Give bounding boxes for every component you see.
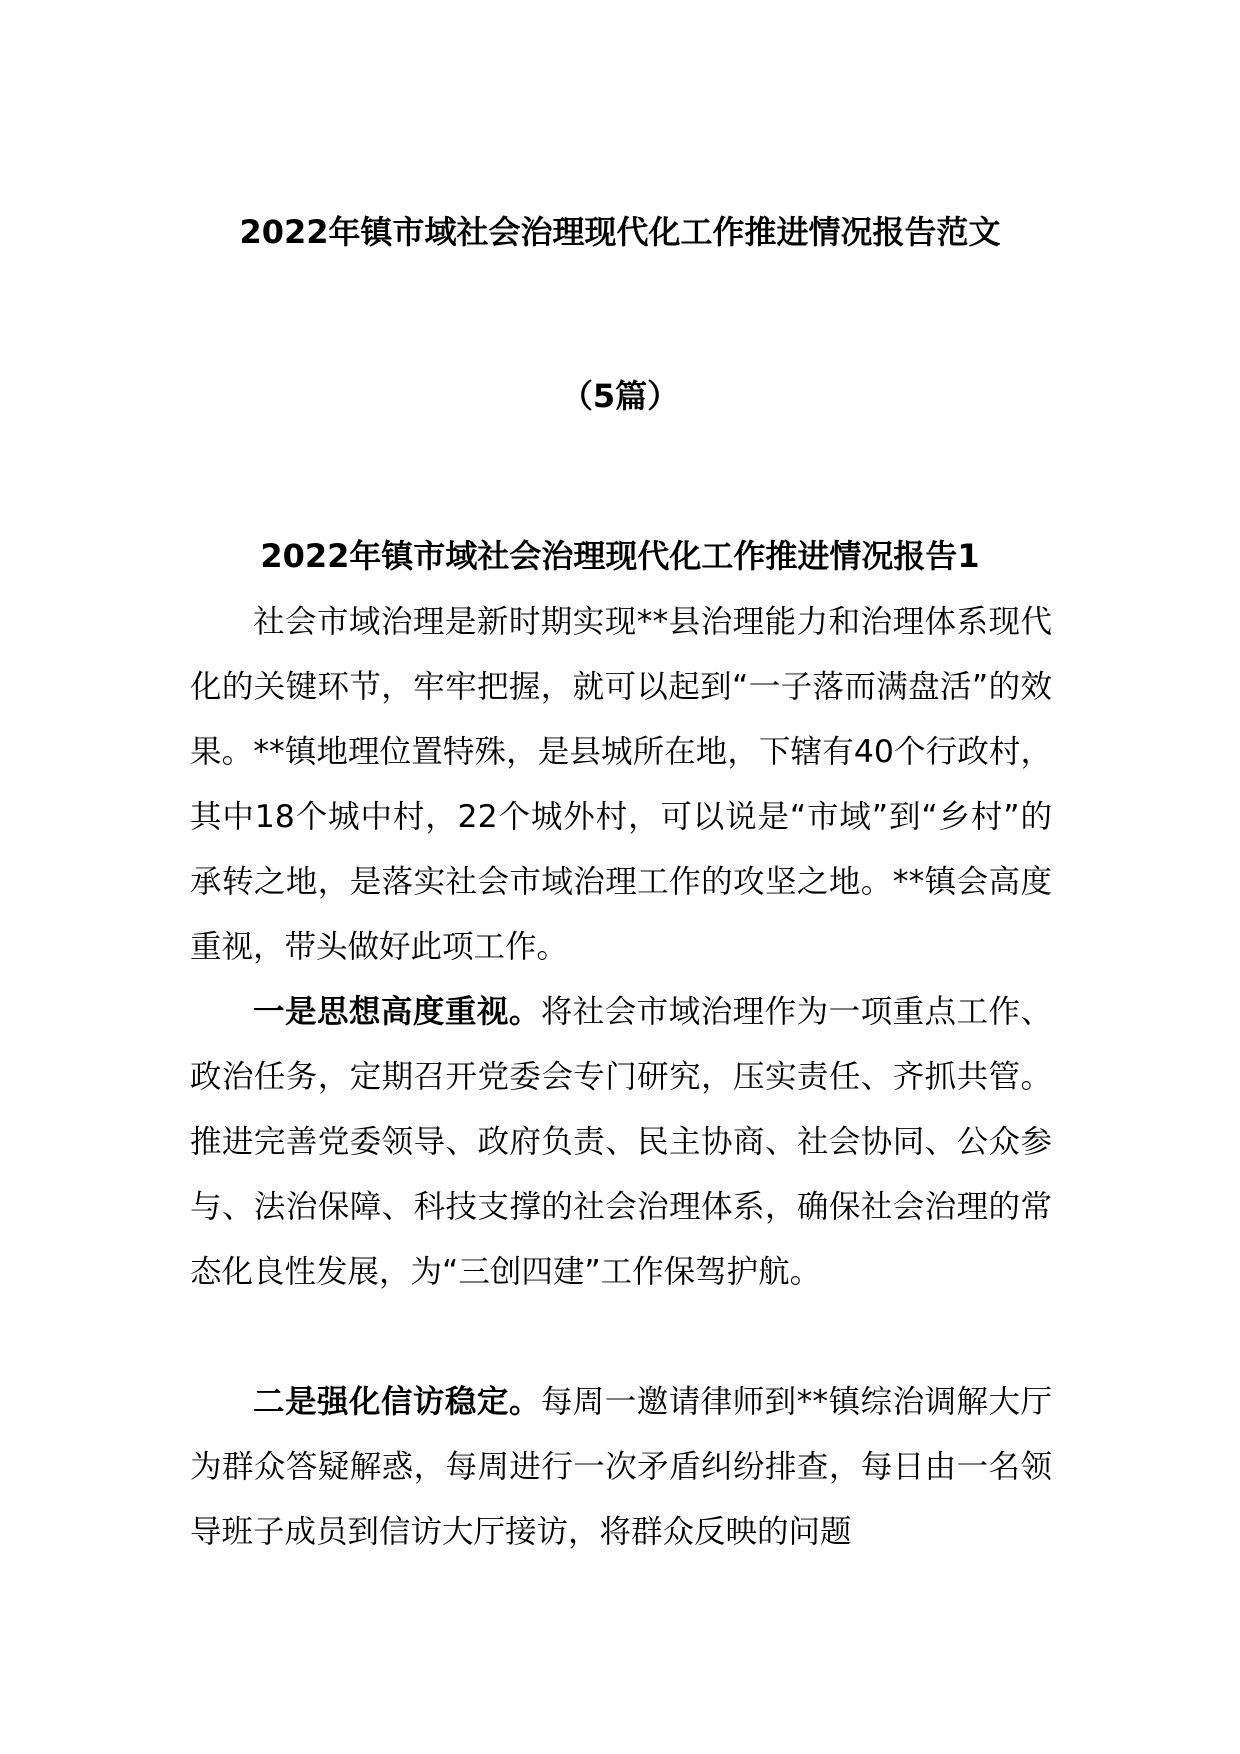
document-count: （5篇） bbox=[560, 377, 680, 415]
paragraph-lead: 一是思想高度重视。 bbox=[253, 994, 541, 1030]
paragraph-thought-emphasis bbox=[190, 980, 1052, 1305]
document-title: 2022年镇市域社会治理现代化工作推进情况报告范文 bbox=[239, 213, 1001, 251]
paragraph-petition-stability bbox=[190, 1370, 1052, 1565]
paragraph-body: 将社会市域治理作为一项重点工作、政治任务，定期召开党委会专门研究，压实责任、齐抓共管。推进完善党委领导、政府负责、民主协商、社会协同、公众参与、法治保障、科技支撑的社会治理体系，确保社会治理的常态化良性发展，为“三创四建”工作保驾护航。 bbox=[190, 994, 1052, 1290]
paragraph-body: 每周一邀请律师到**镇综治调解大厅为群众答疑解惑，每周进行一次矛盾纠纷排查，每日由一名领导班子成员到信访大厅接访，将群众反映的问题 bbox=[190, 1384, 1052, 1550]
paragraph-intro: 社会市域治理是新时期实现**县治理能力和治理体系现代化的关键环节，牢牢把握，就可以起到“一子落而满盘活”的效果。**镇地理位置特殊，是县城所在地，下辖有40个行政村，其中18个城中村，22个城外村，可以说是“市域”到“乡村”的承转之地，是落实社会市域治理工作的攻坚之地。**镇会高度重视，带头做好此项工作。 bbox=[190, 604, 1052, 965]
section-heading: 2022年镇市域社会治理现代化工作推进情况报告1 bbox=[260, 537, 980, 575]
paragraph-lead: 二是强化信访稳定。 bbox=[253, 1384, 541, 1420]
